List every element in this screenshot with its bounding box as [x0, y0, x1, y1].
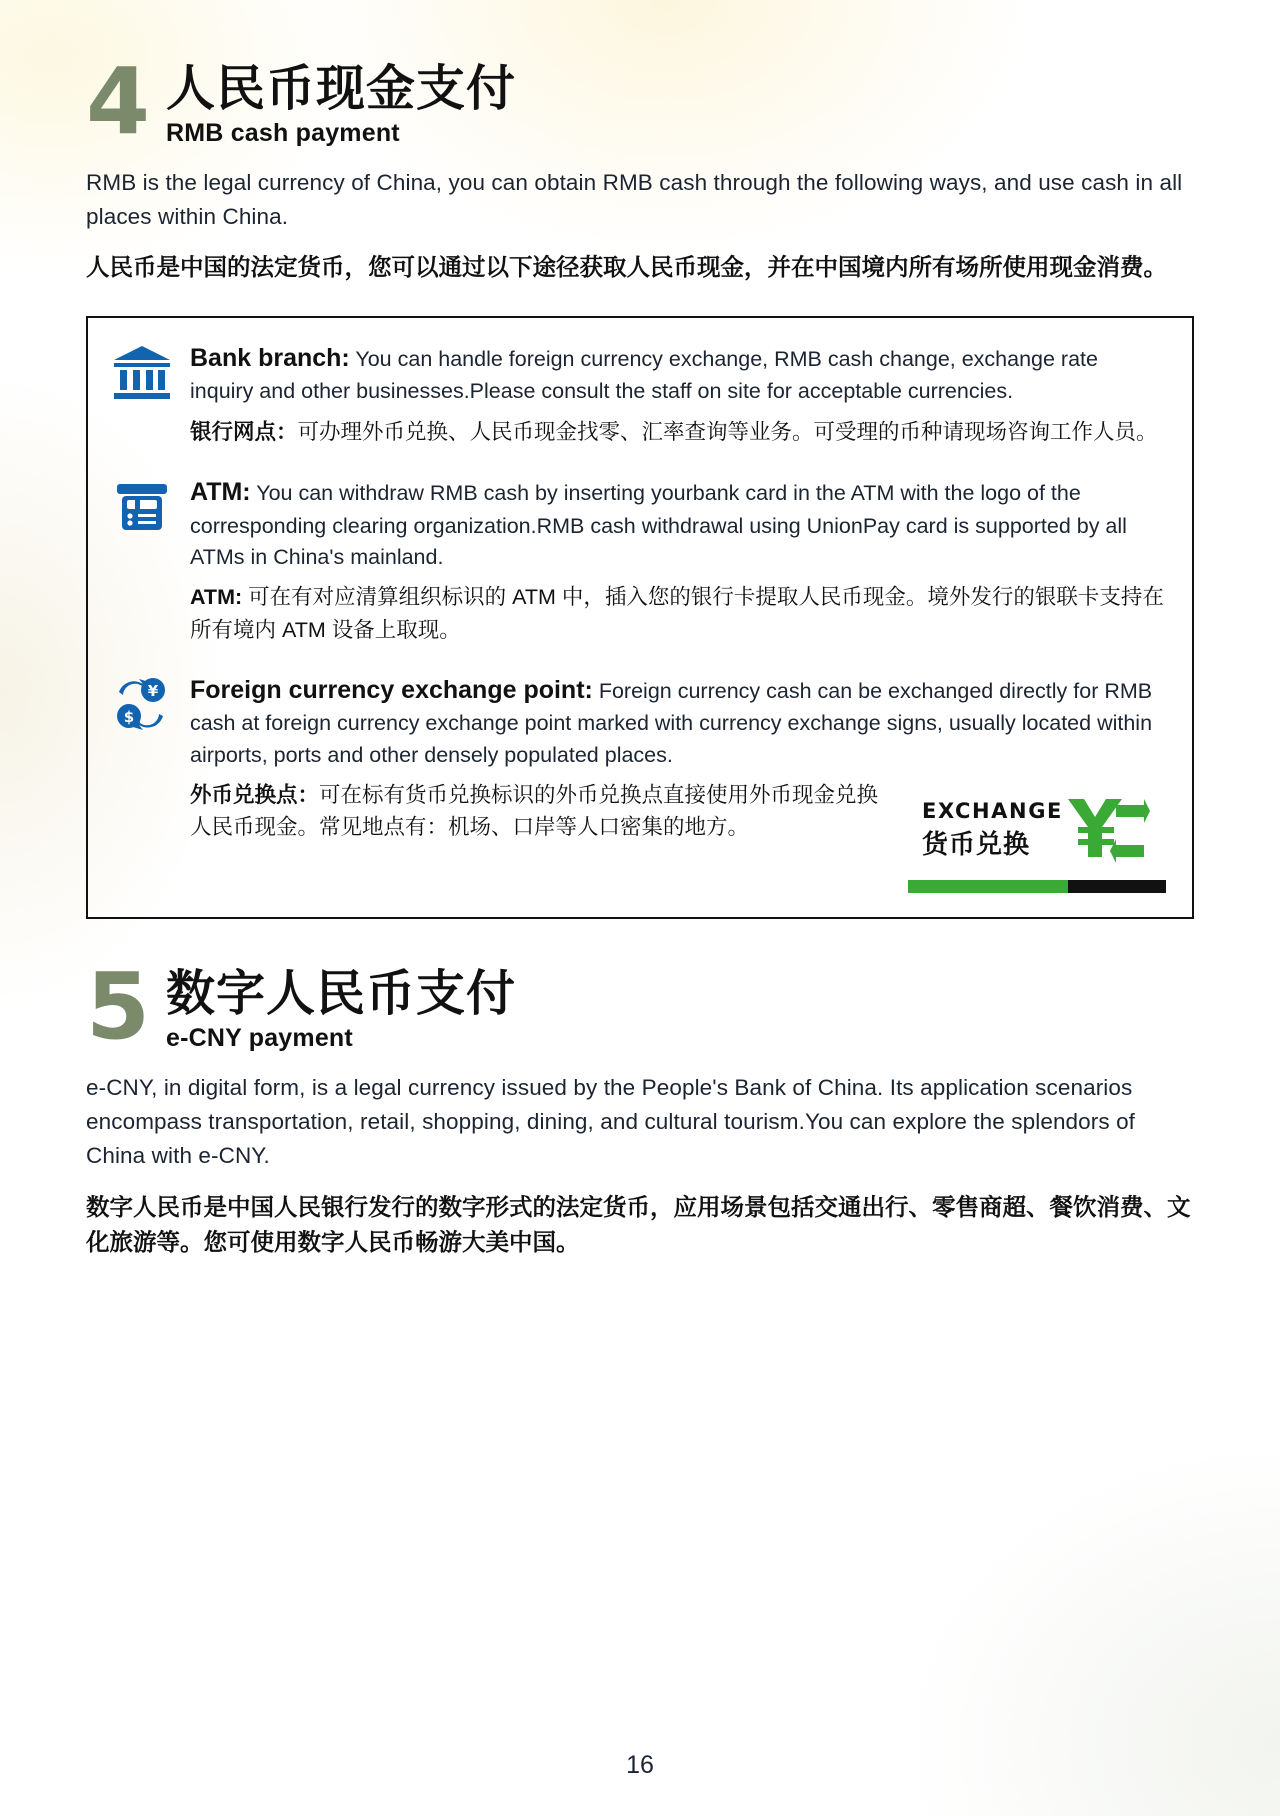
method-bank-branch-lead-cn: 银行网点：: [190, 419, 298, 444]
section5-paragraph-cn: 数字人民币是中国人民银行发行的数字形式的法定货币，应用场景包括交通出行、零售商超、餐饮消费、文化旅游等。您可使用数字人民币畅游大美中国。: [86, 1193, 1191, 1256]
section-number: 5: [86, 953, 149, 1061]
exchange-sign-text-en: EXCHANGE: [922, 799, 1063, 824]
method-atm-text-cn: 可在有对应清算组织标识的 ATM 中，插入您的银行卡提取人民币现金。境外发行的银联卡支持在所有境内 ATM 设备上取现。: [190, 585, 1164, 642]
method-fx-point-cn-row: [190, 771, 1166, 893]
method-bank-branch-en: [190, 340, 1166, 408]
page-number: 16: [626, 1751, 654, 1779]
method-fx-point-body: [190, 672, 1166, 893]
method-fx-point-text-cn: 可在标有货币兑换标识的外币兑换点直接使用外币现金兑换人民币现金。常见地点有：机场、口岸等人口密集的地方。: [190, 783, 879, 840]
method-bank-branch-text-cn: 可办理外币兑换、人民币现金找零、汇率查询等业务。可受理的币种请现场咨询工作人员。: [297, 419, 1158, 444]
method-fx-point-en: [190, 672, 1166, 771]
exchange-sign-bottom-bar: [908, 880, 1166, 893]
section5-paragraph-en: e-CNY, in digital form, is a legal currency issued by the People's Bank of China. Its application scenarios encompass transportation, retail, shopping, dining, and cultural tourism.You can explore the splendors of China with e-CNY.: [86, 1074, 1136, 1169]
method-fx-point: [110, 672, 1166, 893]
method-bank-branch-cn: [190, 416, 1166, 448]
section-title-group: [166, 963, 516, 1053]
method-atm-text-en: You can withdraw RMB cash by inserting yourbank card in the ATM with the logo of the corresponding clearing organization.RMB cash withdrawal using UnionPay card is supported by all ATMs in China's mainland.: [190, 481, 1127, 569]
exchange-sign-text: [922, 799, 1063, 861]
section-title-group: [166, 58, 516, 148]
methods-box: [86, 316, 1194, 919]
section-number: 4: [86, 48, 149, 155]
svg-text:¥: ¥: [147, 681, 159, 700]
bank-building-icon: [110, 340, 174, 408]
method-atm-cn: [190, 581, 1166, 646]
method-atm-en: [190, 474, 1166, 573]
section4-paragraph-cn: 人民币是中国的法定货币，您可以通过以下途径获取人民币现金，并在中国境内所有场所使用现金消费。: [86, 254, 1167, 281]
section4-paragraph-en: RMB is the legal currency of China, you can obtain RMB cash through the following ways, and use cash in all places within China.: [86, 169, 1183, 230]
method-bank-branch-lead-en: Bank branch:: [190, 343, 350, 372]
section-heading-5: [86, 953, 1194, 1061]
method-bank-branch-body: [190, 340, 1166, 448]
method-atm-lead-cn: ATM:: [190, 585, 249, 610]
svg-text:$: $: [123, 707, 135, 726]
method-fx-point-lead-en: Foreign currency exchange point:: [190, 675, 593, 704]
section-title-en: RMB cash payment: [166, 118, 400, 147]
exchange-sign-yen-icon: [1058, 791, 1150, 872]
method-fx-point-text-en: Foreign currency cash can be exchanged directly for RMB cash at foreign currency exchange point marked with currency exchange signs, usually located within airports, ports and other densely populated places.: [190, 678, 1153, 767]
section-title-cn: 人民币现金支付: [166, 62, 517, 116]
section-heading-4: [86, 0, 1194, 155]
exchange-sign-logo: [908, 775, 1166, 893]
atm-machine-icon: [110, 474, 174, 542]
method-atm-body: [190, 474, 1166, 646]
currency-exchange-icon: [110, 672, 174, 740]
method-bank-branch-text-en: You can handle foreign currency exchange, RMB cash change, exchange rate inquiry and other businesses.Please consult the staff on site for acceptable currencies.: [190, 346, 1098, 404]
method-atm: [110, 474, 1166, 646]
method-bank-branch: [110, 340, 1166, 448]
method-fx-point-cn: [190, 779, 890, 844]
method-atm-lead-en: ATM:: [190, 478, 251, 507]
method-fx-point-lead-cn: 外币兑换点：: [190, 783, 320, 808]
exchange-sign-text-cn: 货币兑换: [922, 829, 1031, 860]
section-title-cn: 数字人民币支付: [166, 967, 517, 1022]
section-title-en: e-CNY payment: [166, 1023, 353, 1052]
